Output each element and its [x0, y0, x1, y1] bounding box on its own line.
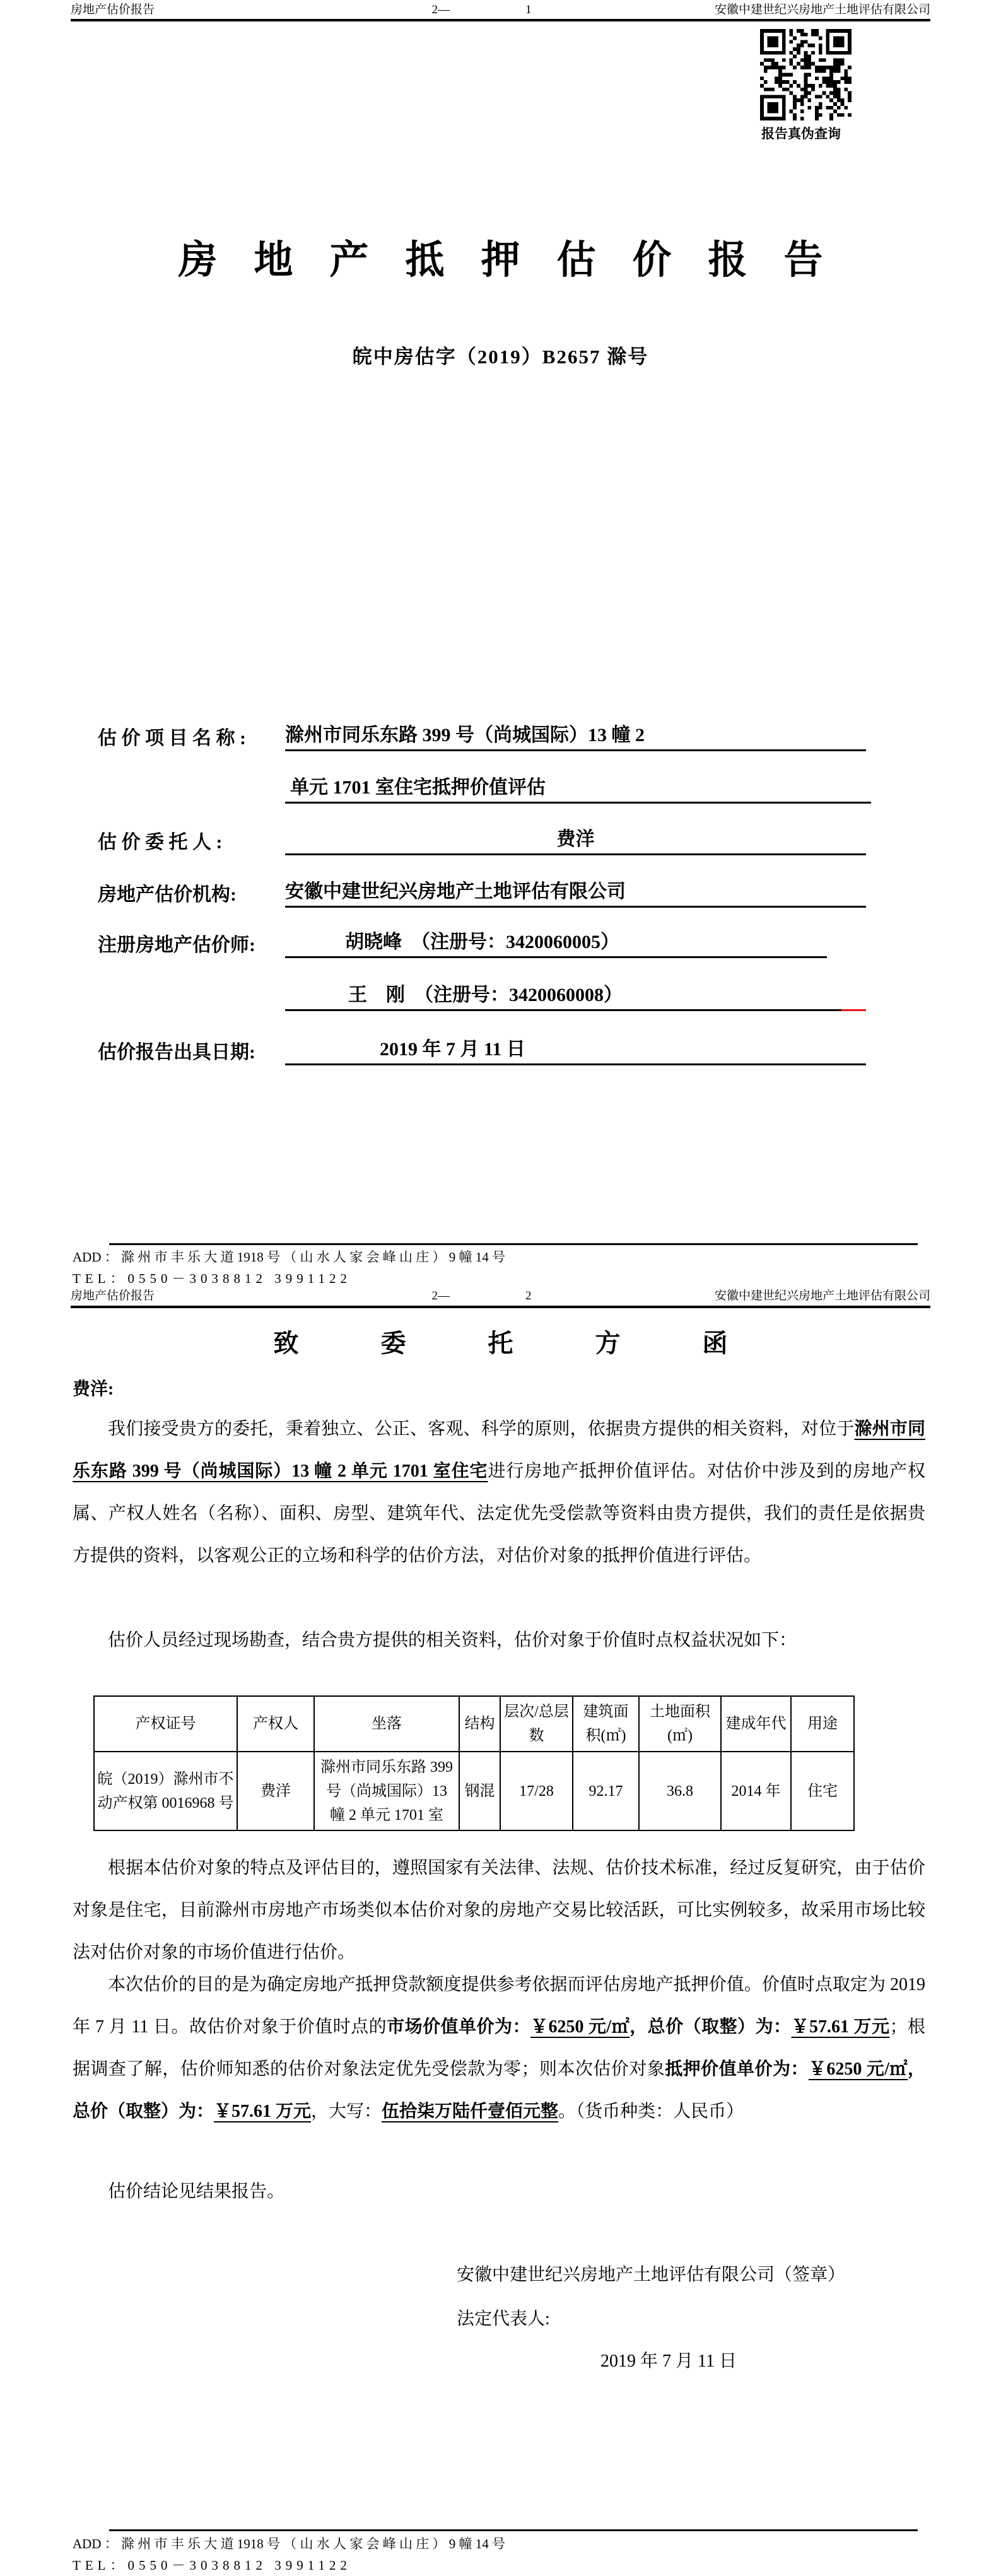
field-agency-row: [98, 877, 874, 909]
paragraph-conclusion-ref: 估价结论见结果报告。: [108, 2182, 285, 2201]
running-header-company: 安徽中建世纪兴房地产土地评估有限公司: [714, 1289, 930, 1303]
page1-running-header: [71, 3, 930, 18]
field-project-name-row2: [98, 773, 874, 805]
field-label-project-name: 估 价 项 目 名 称 :: [98, 728, 246, 749]
col-header-build-year: 建成年代: [721, 1696, 791, 1752]
page-total: 2—: [431, 1289, 450, 1303]
page-total: 2—: [431, 3, 450, 16]
table-data-row: [94, 1752, 854, 1830]
field-appraiser1-row: [98, 928, 874, 959]
qr-caption: 报告真伪查询: [761, 126, 841, 141]
table-header-row: [94, 1696, 854, 1752]
col-header-land-area: 土地面积(㎡): [639, 1696, 721, 1752]
field-appraiser2-row: [98, 981, 874, 1012]
page-number: 2: [525, 1289, 532, 1303]
col-header-floor: 层次/总层数: [500, 1696, 573, 1752]
property-rights-table: [93, 1695, 855, 1831]
running-header-company: 安徽中建世纪兴房地产土地评估有限公司: [714, 3, 930, 16]
paragraph-method: 根据本估价对象的特点及评估目的，遵照国家有关法律、法规、估价技术标准，经过反复研究，由于估价对象是住宅，目前滁州市房地产市场类似本估价对象的房地产交易比较活跃，可比实例较多，故采用市场比较法对估价对象的市场价值进行估价。: [73, 1858, 925, 1962]
field-value-appraiser2: 王 刚 （注册号：3420060008）: [285, 981, 866, 1011]
field-value-report-date: 2019 年 7 月 11 日: [285, 1035, 866, 1065]
paragraph-valuation: 本次估价的目的是为确定房地产抵押贷款额度提供参考依据而评估房地产抵押价值。价值时点取定为 2019 年 7 月 11 日。故估价对象于价值时点的市场价值单价为：￥6250 元/㎡，总价（取整）为：￥57.61 万元；根据调查了解，估价师知悉的估价对象法定优先受偿款为零；则本次估价对象抵押价值单价为：￥6250 元/㎡，总价（取整）为：￥57.61 万元，大写：伍拾柒万陆仟壹佰元整。（货币种类：人民币）: [73, 1975, 925, 2121]
cell-building-area: 92.17: [573, 1752, 639, 1830]
letter-title: 致 委 托 方 函: [273, 1329, 766, 1357]
qr-code-image: [760, 29, 852, 120]
signature-date: 2019 年 7 月 11 日: [600, 2351, 737, 2371]
field-value-client: 费洋: [285, 825, 866, 855]
field-label-agency: 房地产估价机构:: [98, 884, 237, 905]
cell-usage: 住宅: [791, 1752, 854, 1830]
cell-structure: 钢混: [459, 1752, 500, 1830]
col-header-structure: 结构: [459, 1696, 500, 1752]
page2-footer-rule: [109, 2529, 918, 2531]
col-header-certificate-no: 产权证号: [94, 1696, 237, 1752]
signature-legal-representative: 法定代表人:: [457, 2309, 550, 2329]
field-value-project-name-line2: 单元 1701 室住宅抵押价值评估: [285, 773, 871, 804]
col-header-owner: 产权人: [237, 1696, 314, 1752]
running-header-doc-type: 房地产估价报告: [71, 1289, 155, 1303]
field-value-appraiser1: 胡晓峰 （注册号：3420060005）: [285, 928, 827, 958]
cell-owner: 费洋: [237, 1752, 314, 1830]
cell-location: 滁州市同乐东路 399 号（尚城国际）13 幢 2 单元 1701 室: [314, 1752, 459, 1830]
field-project-name-row1: [98, 721, 874, 752]
document-title: 房地产抵押估价报告: [178, 239, 860, 282]
running-header-page-info: [336, 3, 628, 18]
running-header-page-info: [336, 1289, 628, 1304]
page1-footer-tel: TEL：0550－3038812 3991122: [73, 1271, 351, 1286]
page-number: 1: [525, 3, 532, 16]
cell-certificate-no: 皖（2019）滁州市不动产权第 0016968 号: [94, 1752, 237, 1830]
field-label-appraisers: 注册房地产估价师:: [98, 935, 255, 956]
page1-footer-address: ADD ： 滁 州 市 丰 乐 大 道 1918 号 （ 山 水 人 家 会 峰 山 庄 ） 9 幢 14 号: [73, 1250, 505, 1265]
page2-footer-tel: TEL：0550－3038812 3991122: [73, 2558, 351, 2573]
page2-running-header: [71, 1289, 930, 1304]
page2-header-rule: [71, 1306, 930, 1308]
paragraph-survey: 估价人员经过现场勘查，结合贵方提供的相关资料，估价对象于价值时点权益状况如下：: [108, 1630, 797, 1650]
field-value-agency: 安徽中建世纪兴房地产土地评估有限公司: [285, 877, 866, 908]
field-value-project-name-line1: 滁州市同乐东路 399 号（尚城国际）13 幢 2: [285, 721, 866, 751]
field-label-report-date: 估价报告出具日期:: [98, 1042, 255, 1063]
page1-header-rule: [71, 19, 930, 21]
page1-footer-rule: [109, 1243, 918, 1245]
cell-floor: 17/28: [500, 1752, 573, 1830]
col-header-location: 坐落: [314, 1696, 459, 1752]
col-header-usage: 用途: [791, 1696, 854, 1752]
signature-company: 安徽中建世纪兴房地产土地评估有限公司（签章）: [457, 2265, 846, 2285]
field-report-date-row: [98, 1035, 874, 1067]
cell-land-area: 36.8: [639, 1752, 721, 1830]
field-label-client: 估 价 委 托 人 :: [98, 832, 223, 853]
running-header-doc-type: 房地产估价报告: [71, 3, 155, 16]
col-header-building-area: 建筑面积(㎡): [573, 1696, 639, 1752]
field-client-row: [98, 825, 874, 857]
qr-code: [760, 29, 852, 120]
paragraph-engagement: 我们接受贵方的委托，秉着独立、公正、客观、科学的原则，依据贵方提供的相关资料，对位于滁州市同乐东路 399 号（尚城国际）13 幢 2 单元 1701 室住宅进行房地产抵押价值评估。对估价中涉及到的房地产权属、产权人姓名（名称）、面积、房型、建筑年代、法定优先受偿款等资料由贵方提供，我们的责任是依据贵方提供的资料，以客观公正的立场和科学的估价方法，对估价对象的抵押价值进行评估。: [73, 1419, 925, 1566]
page2-footer-address: ADD ： 滁 州 市 丰 乐 大 道 1918 号 （ 山 水 人 家 会 峰 山 庄 ） 9 幢 14 号: [73, 2536, 505, 2551]
document-number: 皖中房估字（2019）B2657 滁号: [352, 346, 649, 368]
cell-build-year: 2014 年: [721, 1752, 791, 1830]
letter-salutation: 费洋:: [73, 1379, 114, 1399]
